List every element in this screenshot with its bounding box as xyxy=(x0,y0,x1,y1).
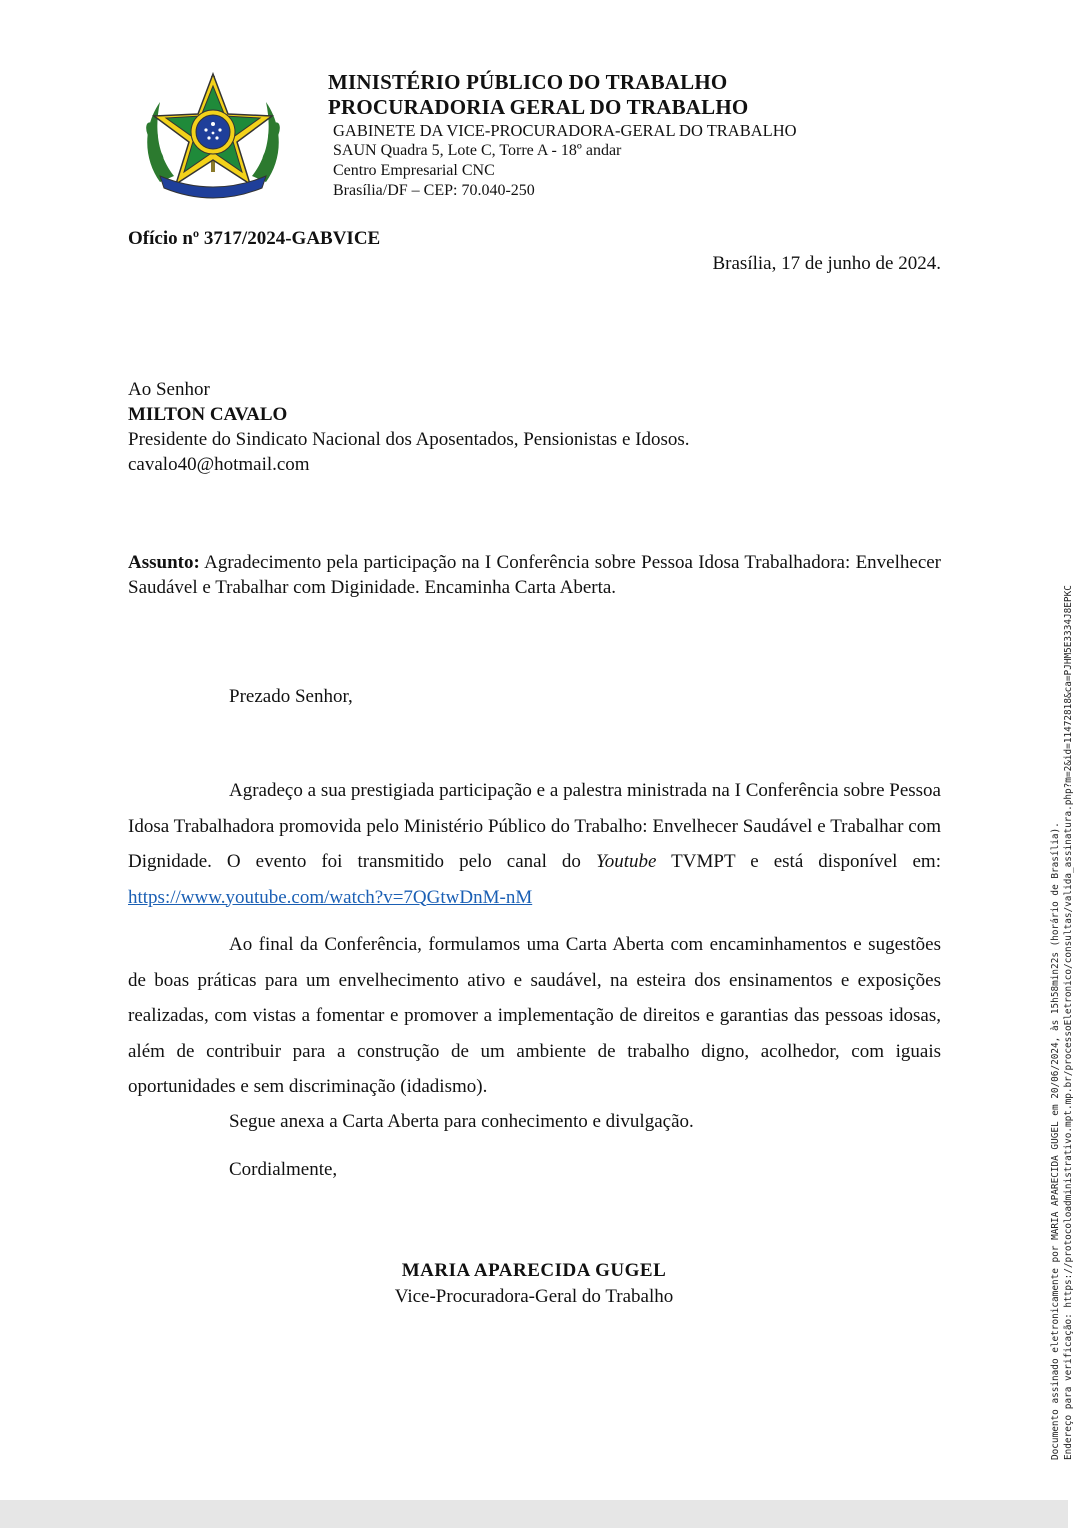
verification-url-line[interactable]: Endereço para verificação: https://protocoloadministrativo.mpt.mp.br/processoEletronico/consultas/valida_assinatura.php?m=2&id=11472818&ca=PJHM5E3334J8EPKC xyxy=(1063,585,1074,1460)
subject-label: Assunto: xyxy=(128,552,200,573)
bottom-bar xyxy=(0,1500,1068,1528)
address-line-3: Brasília/DF – CEP: 70.040-250 xyxy=(333,182,535,199)
recipient-block xyxy=(128,377,690,477)
paragraph-3: Segue anexa a Carta Aberta para conhecimento e divulgação. xyxy=(229,1111,694,1132)
subject-block xyxy=(128,550,941,600)
paragraph-1-text: Agradeço a sua prestigiada participação e a palestra ministrada na I Conferência sobre Pessoa Idosa Trabalhadora promovida pelo Ministério Público do Trabalho: Envelhecer Saudável e Trabalhar com Dignidade. O evento foi transmitido pelo canal do xyxy=(128,780,941,872)
electronic-signature-note xyxy=(1049,585,1075,1460)
address-line-2: Centro Empresarial CNC xyxy=(333,162,495,179)
signature-note-line-1: Documento assinado eletronicamente por MARIA APARECIDA GUGEL em 20/06/2024, às 15h58min22s (horário de Brasília). xyxy=(1050,822,1061,1460)
closing: Cordialmente, xyxy=(229,1159,338,1180)
signature-block xyxy=(0,1258,1068,1310)
youtube-link[interactable]: https://www.youtube.com/watch?v=7QGtwDnM-nM xyxy=(128,886,533,908)
signer-role: Vice-Procuradora-Geral do Trabalho xyxy=(394,1286,674,1307)
recipient-salutation: Ao Senhor xyxy=(128,379,210,400)
paragraph-1 xyxy=(128,773,941,915)
brazil-coat-of-arms-icon xyxy=(140,72,286,200)
letterhead xyxy=(328,70,797,201)
document-number: Ofício nº 3717/2024-GABVICE xyxy=(128,228,381,249)
address-line-1: SAUN Quadra 5, Lote C, Torre A - 18º andar xyxy=(333,142,622,159)
recipient-role: Presidente do Sindicato Nacional dos Aposentados, Pensionistas e Idosos. xyxy=(128,429,690,450)
paragraph-2: Ao final da Conferência, formulamos uma Carta Aberta com encaminhamentos e sugestões de boas práticas para um envelhecimento ativo e saudável, na esteira dos ensinamentos e exposições realizadas, com vistas a fomentar e promover a implementação de direitos e garantias das pessoas idosas, além de contribuir para a construção de um ambiente de trabalho digno, acolhedor, com iguais oportunidades e sem discriminação (idadismo). xyxy=(128,934,941,1097)
org-name: MINISTÉRIO PÚBLICO DO TRABALHO xyxy=(328,70,728,94)
signer-name: MARIA APARECIDA GUGEL xyxy=(401,1260,667,1281)
document-date: Brasília, 17 de junho de 2024. xyxy=(712,253,941,274)
youtube-word: Youtube xyxy=(595,851,657,872)
recipient-email: cavalo40@hotmail.com xyxy=(128,454,310,475)
org-subname: PROCURADORIA GERAL DO TRABALHO xyxy=(328,95,749,119)
letter-body xyxy=(128,773,941,1105)
office-name: GABINETE DA VICE-PROCURADORA-GERAL DO TRABALHO xyxy=(333,121,797,140)
recipient-name: MILTON CAVALO xyxy=(128,404,288,425)
paragraph-1-text-cont: TVMPT e está disponível em: xyxy=(656,851,941,872)
greeting: Prezado Senhor, xyxy=(229,686,353,707)
subject-text: Agradecimento pela participação na I Conferência sobre Pessoa Idosa Trabalhadora: Envelhecer Saudável e Trabalhar com Diginidade. Encaminha Carta Aberta. xyxy=(128,552,942,598)
